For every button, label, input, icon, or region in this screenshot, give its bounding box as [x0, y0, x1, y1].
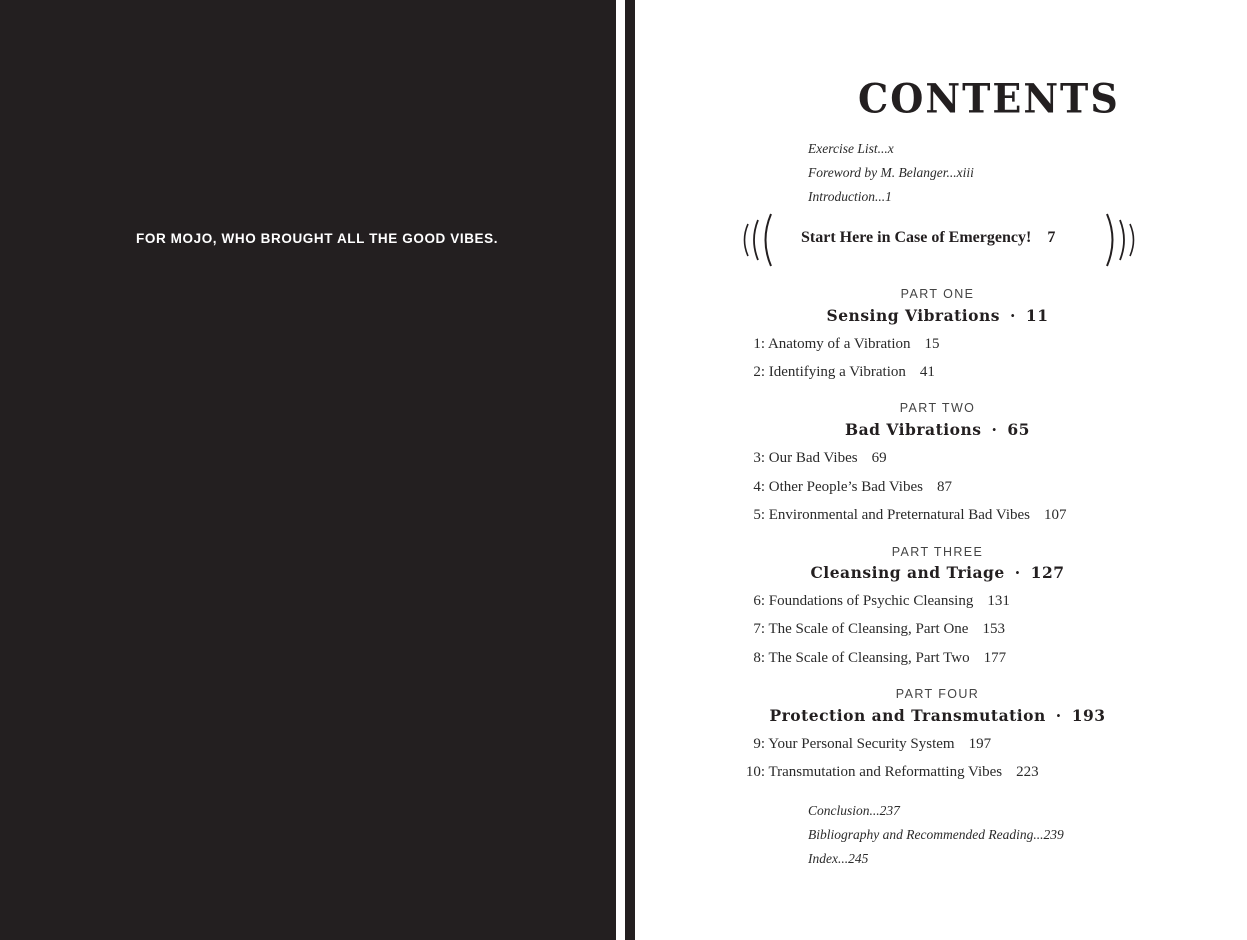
bullet-separator: ·: [1010, 306, 1016, 325]
chapter-page: 223: [1016, 764, 1039, 780]
chapter-page: 41: [919, 364, 935, 380]
chapter-entry[interactable]: [740, 621, 1005, 638]
chapter-page: 107: [1044, 507, 1067, 523]
chapter-number: 1:: [753, 336, 765, 352]
chapter-page: 69: [871, 450, 887, 466]
bullet-separator: ·: [991, 420, 998, 439]
chapter-entry[interactable]: [740, 450, 887, 467]
part-title[interactable]: [735, 563, 1140, 582]
part-label: PART FOUR: [895, 687, 980, 701]
part-page: 65: [1007, 420, 1030, 439]
chapter-number: 3:: [753, 450, 765, 466]
chapter-page: 197: [968, 736, 992, 752]
chapter-number: 10:: [745, 764, 765, 780]
chapter-title: Environmental and Preternatural Bad Vibes: [768, 507, 1030, 523]
dedication: FOR MOJO, WHO BROUGHT ALL THE GOOD VIBES.: [136, 231, 499, 246]
bullet-separator: ·: [1055, 706, 1062, 725]
chapter-number: 8:: [753, 650, 765, 666]
right-bracket-ornament-icon: [1102, 212, 1140, 268]
chapter-number: 9:: [753, 736, 765, 752]
chapter-entry[interactable]: [740, 764, 1039, 781]
part-label: PART TWO: [899, 401, 976, 415]
chapter-page: 87: [936, 479, 952, 495]
chapter-title: Transmutation and Reformatting Vibes: [768, 764, 1003, 780]
right-page: [635, 0, 1247, 940]
chapter-number: 5:: [753, 507, 765, 523]
part-title-text: Sensing Vibrations: [826, 306, 1001, 325]
part-title-text: Cleansing and Triage: [810, 563, 1005, 582]
chapter-entry[interactable]: [740, 736, 991, 753]
back-matter-item[interactable]: Conclusion...237: [808, 803, 900, 818]
bullet-separator: ·: [1014, 563, 1021, 582]
left-bracket-ornament-icon: [738, 212, 776, 268]
chapter-title: Your Personal Security System: [768, 736, 955, 752]
chapter-entry[interactable]: [740, 593, 1010, 610]
chapter-entry[interactable]: [740, 507, 1067, 524]
chapter-title: Foundations of Psychic Cleansing: [768, 593, 974, 609]
chapter-page: 153: [982, 621, 1005, 637]
emergency-entry[interactable]: [801, 229, 1055, 247]
chapter-number: 4:: [753, 479, 765, 495]
part-title[interactable]: [735, 420, 1140, 439]
chapter-number: 6:: [753, 593, 765, 609]
chapter-page: 131: [987, 593, 1010, 609]
back-matter-item[interactable]: Index...245: [808, 851, 869, 866]
chapter-page: 177: [983, 650, 1007, 666]
part-title-text: Bad Vibrations: [845, 420, 982, 439]
contents-title: CONTENTS: [858, 74, 1120, 123]
front-matter-item[interactable]: Foreword by M. Belanger...xiii: [808, 165, 974, 180]
part-title[interactable]: [735, 306, 1140, 325]
chapter-number: 7:: [753, 621, 765, 637]
part-page: 127: [1030, 563, 1065, 582]
chapter-entry[interactable]: [740, 650, 1006, 667]
part-title[interactable]: [735, 706, 1140, 725]
chapter-entry[interactable]: [740, 479, 952, 496]
chapter-entry[interactable]: [740, 364, 935, 381]
chapter-page: 15: [924, 336, 940, 352]
back-matter-item[interactable]: Bibliography and Recommended Reading...239: [808, 827, 1064, 842]
chapter-title: Identifying a Vibration: [768, 364, 906, 380]
front-matter-item[interactable]: Introduction...1: [808, 189, 892, 204]
page-spine-bar: [625, 0, 635, 940]
left-page: [0, 0, 616, 940]
chapter-title: Other People’s Bad Vibes: [768, 479, 923, 495]
part-title-text: Protection and Transmutation: [769, 706, 1046, 725]
chapter-number: 2:: [753, 364, 765, 380]
chapter-title: Anatomy of a Vibration: [767, 336, 911, 352]
chapter-title: The Scale of Cleansing, Part One: [768, 621, 969, 637]
part-page: 11: [1025, 306, 1049, 325]
page-gutter: [616, 0, 625, 940]
chapter-title: The Scale of Cleansing, Part Two: [768, 650, 970, 666]
part-label: PART ONE: [900, 287, 975, 301]
front-matter-item[interactable]: Exercise List...x: [808, 141, 894, 156]
emergency-title: Start Here in Case of Emergency!: [801, 229, 1032, 246]
chapter-entry[interactable]: [740, 336, 939, 353]
emergency-page: 7: [1047, 229, 1056, 246]
part-page: 193: [1071, 706, 1106, 725]
part-label: PART THREE: [891, 545, 984, 559]
chapter-title: Our Bad Vibes: [768, 450, 858, 466]
